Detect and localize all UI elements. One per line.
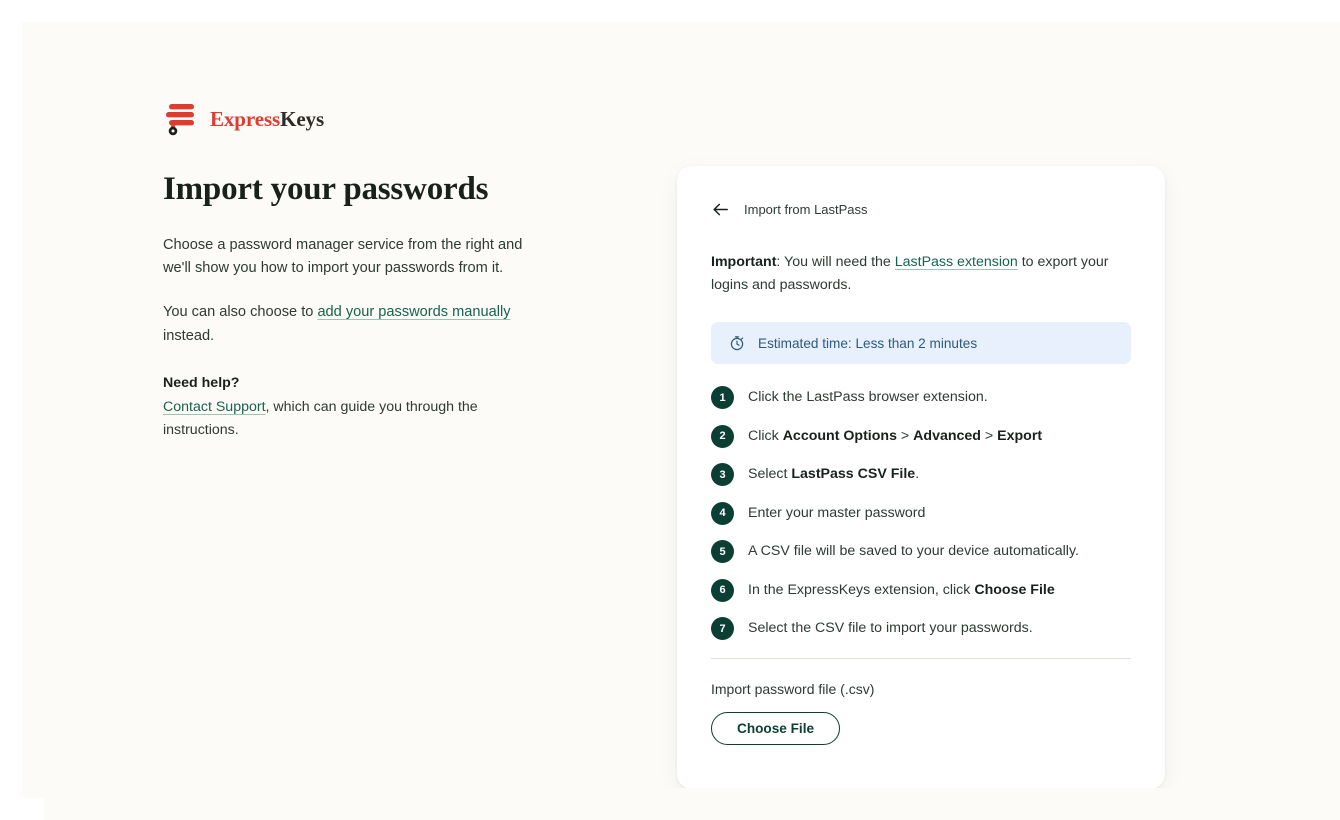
page-title: Import your passwords xyxy=(163,171,489,207)
list-item xyxy=(711,424,1131,448)
contact-support-link[interactable]: Contact Support xyxy=(163,398,266,415)
upload-field-label: Import password file (.csv) xyxy=(711,681,875,697)
bottom-strip xyxy=(44,788,1340,820)
card-header xyxy=(711,200,868,219)
stacked-keys-logo-icon xyxy=(163,102,201,136)
brand-name-second: Keys xyxy=(280,106,325,131)
step-number-badge: 2 xyxy=(711,425,734,448)
step-number-badge: 7 xyxy=(711,617,734,640)
manual-entry-suffix: instead. xyxy=(163,327,215,344)
step-text: In the ExpressKeys extension, click Choose File xyxy=(748,581,1055,598)
brand-name xyxy=(210,107,324,132)
card-body xyxy=(711,251,1131,745)
add-passwords-manually-link[interactable]: add your passwords manually xyxy=(317,303,511,320)
important-text-1: : You will need the xyxy=(776,254,895,270)
step-number-badge: 1 xyxy=(711,386,734,409)
divider xyxy=(711,658,1131,659)
page-canvas xyxy=(44,44,1340,820)
step-text: Select the CSV file to import your passwords. xyxy=(748,620,1033,636)
need-help-heading: Need help? xyxy=(163,375,240,392)
step-text: Select LastPass CSV File. xyxy=(748,466,920,482)
step-text: Enter your master password xyxy=(748,504,926,521)
important-note xyxy=(711,251,1131,297)
step-number-badge: 5 xyxy=(711,540,734,563)
list-item xyxy=(711,539,1131,563)
intro-paragraph: Choose a password manager service from the right and we'll show you how to import your passwords from it. xyxy=(163,236,523,277)
import-instructions-card xyxy=(677,166,1165,789)
step-text: Click the LastPass browser extension. xyxy=(748,389,988,405)
estimated-time-banner xyxy=(711,322,1131,364)
estimated-time-text: Estimated time: Less than 2 minutes xyxy=(758,335,978,351)
card-header-label: Import from LastPass xyxy=(744,202,868,217)
left-column xyxy=(163,99,583,442)
need-help-block xyxy=(163,372,513,442)
important-text-2: to export your logins and passwords. xyxy=(711,254,1109,293)
stopwatch-icon xyxy=(729,335,745,351)
brand-logo[interactable] xyxy=(163,99,583,139)
steps-list xyxy=(711,385,1131,640)
step-number-badge: 4 xyxy=(711,502,734,525)
list-item xyxy=(711,385,1131,409)
list-item xyxy=(711,578,1131,602)
choose-file-button[interactable]: Choose File xyxy=(711,712,840,745)
important-label: Important xyxy=(711,254,777,270)
manual-entry-paragraph xyxy=(163,301,531,348)
step-number-badge: 3 xyxy=(711,463,734,486)
list-item xyxy=(711,616,1131,640)
arrow-left-icon[interactable] xyxy=(711,200,730,219)
step-text: Click Account Options > Advanced > Export xyxy=(748,427,1043,444)
need-help-rest: , which can guide you through the instructions. xyxy=(163,398,478,438)
manual-entry-prefix: You can also choose to xyxy=(163,303,318,320)
step-number-badge: 6 xyxy=(711,579,734,602)
brand-name-first: Express xyxy=(210,106,281,131)
step-text: A CSV file will be saved to your device automatically. xyxy=(748,543,1079,559)
list-item xyxy=(711,501,1131,525)
lastpass-extension-link[interactable]: LastPass extension xyxy=(894,254,1018,270)
list-item xyxy=(711,462,1131,486)
